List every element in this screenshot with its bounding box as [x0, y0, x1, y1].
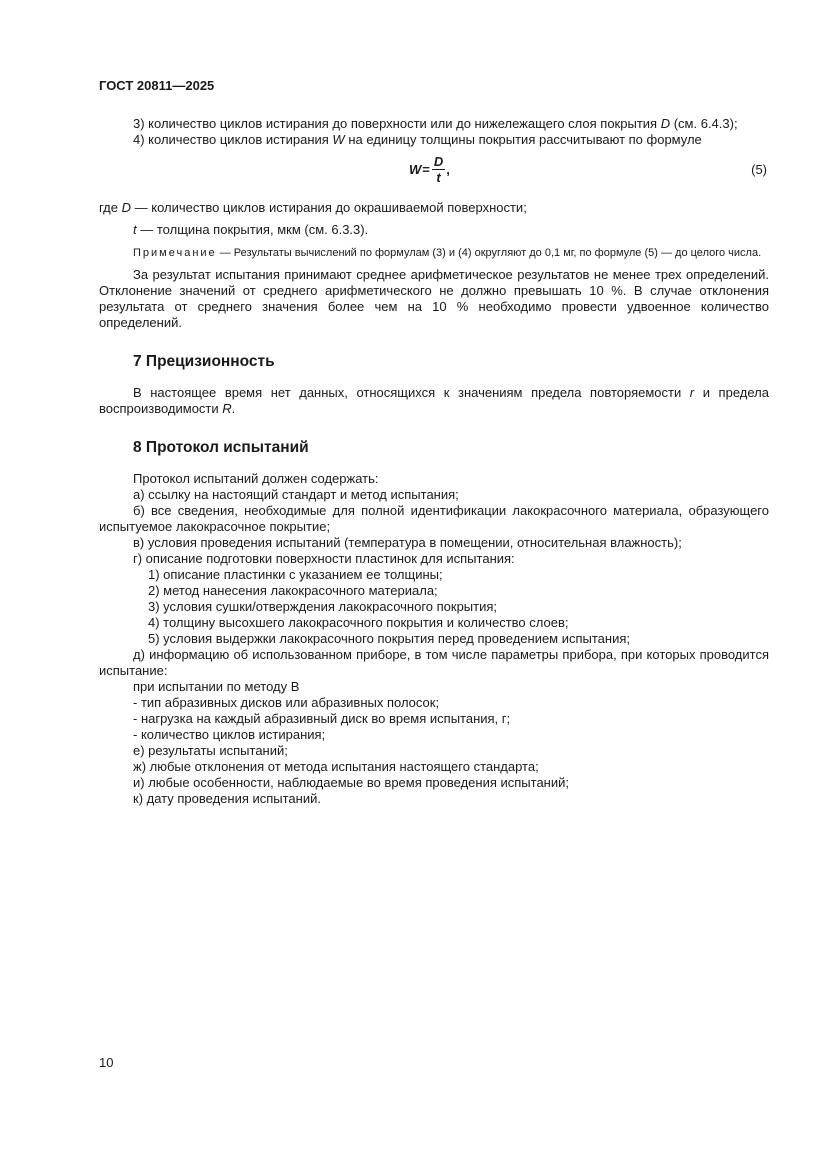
protocol-item-a: а) ссылку на настоящий стандарт и метод испытания; — [133, 487, 459, 502]
protocol-item-e: е) результаты испытаний; — [133, 743, 288, 758]
protocol-subitem: 3) условия сушки/отверждения лакокрасочного покрытия; — [148, 599, 498, 614]
formula-5 — [99, 154, 769, 190]
protocol-subitem: 2) метод нанесения лакокрасочного материала; — [148, 583, 438, 598]
protocol-item-i: и) любые особенности, наблюдаемые во время проведения испытаний; — [133, 775, 569, 790]
note: Примечание — Результаты вычислений по формулам (3) и (4) округляют до 0,1 мг, по формуле (5) — до целого числа. — [133, 247, 762, 259]
protocol-subitem: 4) толщину высохшего лакокрасочного покрытия и количество слоев; — [148, 615, 569, 630]
protocol-subitem: 1) описание пластинки с указанием ее толщины; — [148, 567, 443, 582]
document-code: ГОСТ 20811—2025 — [99, 78, 215, 93]
where-d: где D — количество циклов истирания до окрашиваемой поверхности; — [99, 200, 527, 215]
equation-number: (5) — [751, 162, 767, 177]
section-8-title: 8 Протокол испытаний — [133, 439, 309, 456]
item-3: 3) количество циклов истирания до поверхности или до нижележащего слоя покрытия D (см. 6.4.3); — [133, 116, 738, 131]
method-b-label: при испытании по методу В — [133, 679, 300, 694]
protocol-item-b: б) все сведения, необходимые для полной идентификации лакокрасочного материала, образующего испытуемое лакокрасочное покрытие; — [99, 503, 769, 534]
item-4: 4) количество циклов истирания W на единицу толщины покрытия рассчитывают по формуле — [133, 132, 702, 147]
page-number: 10 — [99, 1055, 114, 1070]
protocol-item-zh: ж) любые отклонения от метода испытания настоящего стандарта; — [133, 759, 539, 774]
page-content — [99, 116, 769, 807]
dash-item: - количество циклов истирания; — [133, 727, 326, 742]
protocol-item-g: г) описание подготовки поверхности пластинок для испытания: — [133, 551, 515, 566]
fraction: $\frac{D}{t}$ — [433, 154, 444, 185]
protocol-item-k: к) дату проведения испытаний. — [133, 791, 321, 806]
formula-expression: W = $\frac{D}{t}$ , — [409, 154, 450, 185]
result-paragraph: За результат испытания принимают среднее арифметическое результатов не менее трех определений. Отклонение значений от среднего арифметического не должно превышать 10 %. В случае отклонения результата от среднего значения более чем на 10 % необходимо провести удвоенное количество определений. — [99, 267, 769, 330]
protocol-item-v: в) условия проведения испытаний (температура в помещении, относительная влажность); — [133, 535, 682, 550]
dash-item: - нагрузка на каждый абразивный диск во время испытания, г; — [133, 711, 511, 726]
section-7-title: 7 Прецизионность — [133, 353, 275, 370]
section-7-text: В настоящее время нет данных, относящихся к значениям предела повторяемости r и предела воспроизводимости R. — [99, 385, 769, 416]
protocol-subitem: 5) условия выдержки лакокрасочного покрытия перед проведением испытания; — [148, 631, 631, 646]
protocol-intro: Протокол испытаний должен содержать: — [133, 471, 379, 486]
where-t: t — толщина покрытия, мкм (см. 6.3.3). — [133, 222, 369, 237]
protocol-item-d: д) информацию об использованном приборе, в том числе параметры прибора, при которых проводится испытание: — [99, 647, 769, 678]
dash-item: - тип абразивных дисков или абразивных полосок; — [133, 695, 440, 710]
